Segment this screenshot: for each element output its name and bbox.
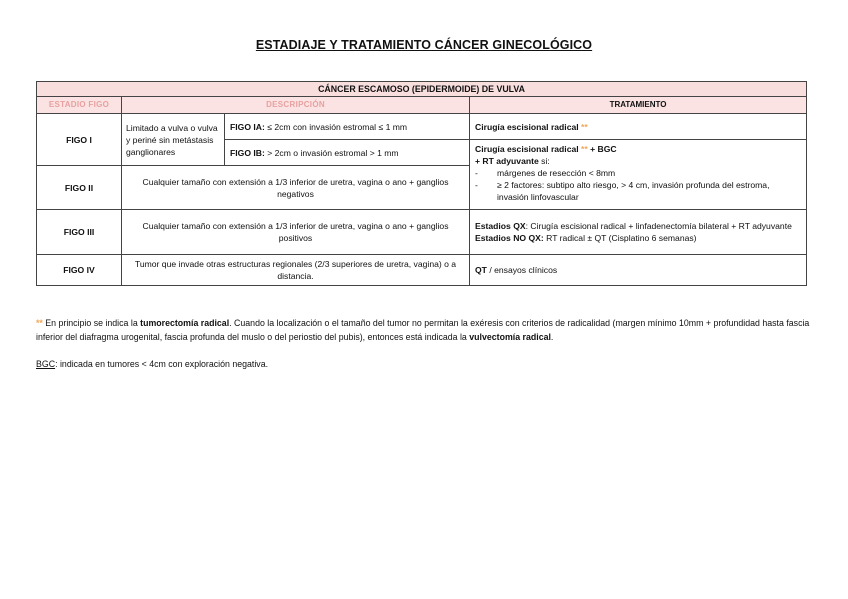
treatment-rt-si: si: [538, 156, 550, 166]
treatment-rt-line [475, 155, 801, 167]
treatment-1b-plus: + BGC [587, 144, 617, 154]
figo-1b-2-treatment [470, 140, 807, 210]
figo-4-description: Tumor que invade otras estructuras regionales (2/3 superiores de uretra, vagina) o a distancia. [122, 255, 470, 286]
treatment-qx-line [475, 220, 801, 232]
star-marker: ** [581, 144, 588, 154]
note-2-text: : indicada en tumores < 4cm con exploración negativa. [55, 359, 269, 369]
figo-1a-treatment [470, 114, 807, 140]
treatment-4-text: / ensayos clínicos [486, 265, 558, 275]
stage-figo-3: FIGO III [37, 210, 122, 255]
treatment-1b-bold: Cirugía escisional radical [475, 144, 579, 154]
figo-2-description: Cualquier tamaño con extensión a 1/3 inferior de uretra, vagina o ano + ganglios negativos [122, 166, 470, 210]
treatment-4-bold: QT [475, 265, 487, 275]
figo-1b-description [225, 140, 470, 166]
note-1-part-c: . Cuando la localización o el tamaño del tumor no permitan la exéresis con criterios de radicalidad (margen mínimo 10mm + profundidad hasta fascia inferior del diafragma urogenital, fascia profunda del muslo o del periostio del pubis), entonces está indicada la [36, 318, 810, 342]
treatment-noqx-line [475, 232, 801, 244]
treatment-qx-bold: Estadios QX [475, 221, 526, 231]
table-caption: CÁNCER ESCAMOSO (EPIDERMOIDE) DE VULVA [37, 82, 807, 97]
figo-3-description: Cualquier tamaño con extensión a 1/3 inferior de uretra, vagina o ano + ganglios positivos [122, 210, 470, 255]
figo-4-treatment [470, 255, 807, 286]
table-row [37, 255, 807, 286]
figo-1-summary: Limitado a vulva o vulva y periné sin metástasis ganglionares [122, 114, 225, 166]
list-item: - márgenes de resección < 8mm [497, 167, 801, 179]
header-treatment: TRATAMIENTO [470, 97, 807, 114]
stage-figo-2: FIGO II [37, 166, 122, 210]
staging-table [36, 81, 807, 286]
note-1-part-e: . [550, 332, 554, 342]
stage-figo-1: FIGO I [37, 114, 122, 166]
treatment-1b-line [475, 143, 801, 155]
note-1-vulvectomy: vulvectomía radical [469, 332, 551, 342]
figo-1a-label: FIGO IA: [230, 121, 265, 132]
figo-1b-text: > 2cm o invasión estromal > 1 mm [264, 147, 399, 158]
treatment-1a-bold: Cirugía escisional radical [475, 121, 579, 132]
table-row [37, 210, 807, 255]
treatment-noqx-bold: Estadios NO QX: [475, 233, 544, 243]
table-row [37, 114, 807, 140]
table-caption-row [37, 82, 807, 97]
footnote-tumorectomy [36, 316, 812, 344]
note-2-bgc: BGC [36, 359, 56, 369]
star-marker: ** [36, 318, 43, 328]
note-1-part-a: En principio se indica la [42, 318, 141, 328]
header-description: DESCRIPCIÓN [122, 97, 470, 114]
header-stage: ESTADIO FIGO [37, 97, 122, 114]
treatment-qx-text: : Cirugía escisional radical + linfadenectomía bilateral + RT adyuvante [525, 221, 792, 231]
star-marker: ** [581, 121, 588, 132]
table-header-row [37, 97, 807, 114]
figo-3-treatment [470, 210, 807, 255]
footnote-bgc [36, 357, 812, 371]
page-title: ESTADIAJE Y TRATAMIENTO CÁNCER GINECOLÓGICO [255, 38, 593, 52]
figo-1a-text: ≤ 2cm con invasión estromal ≤ 1 mm [264, 121, 408, 132]
treatment-criteria-list [475, 167, 801, 203]
figo-1a-description [225, 114, 470, 140]
treatment-rt-bold: + RT adyuvante [475, 156, 539, 166]
treatment-noqx-text: RT radical ± QT (Cisplatino 6 semanas) [543, 233, 697, 243]
figo-1b-label: FIGO IB: [230, 147, 265, 158]
note-1-tumorectomy: tumorectomía radical [140, 318, 230, 328]
stage-figo-4: FIGO IV [37, 255, 122, 286]
list-item: - ≥ 2 factores: subtipo alto riesgo, > 4 cm, invasión profunda del estroma, invasión linfovascular [497, 179, 801, 203]
